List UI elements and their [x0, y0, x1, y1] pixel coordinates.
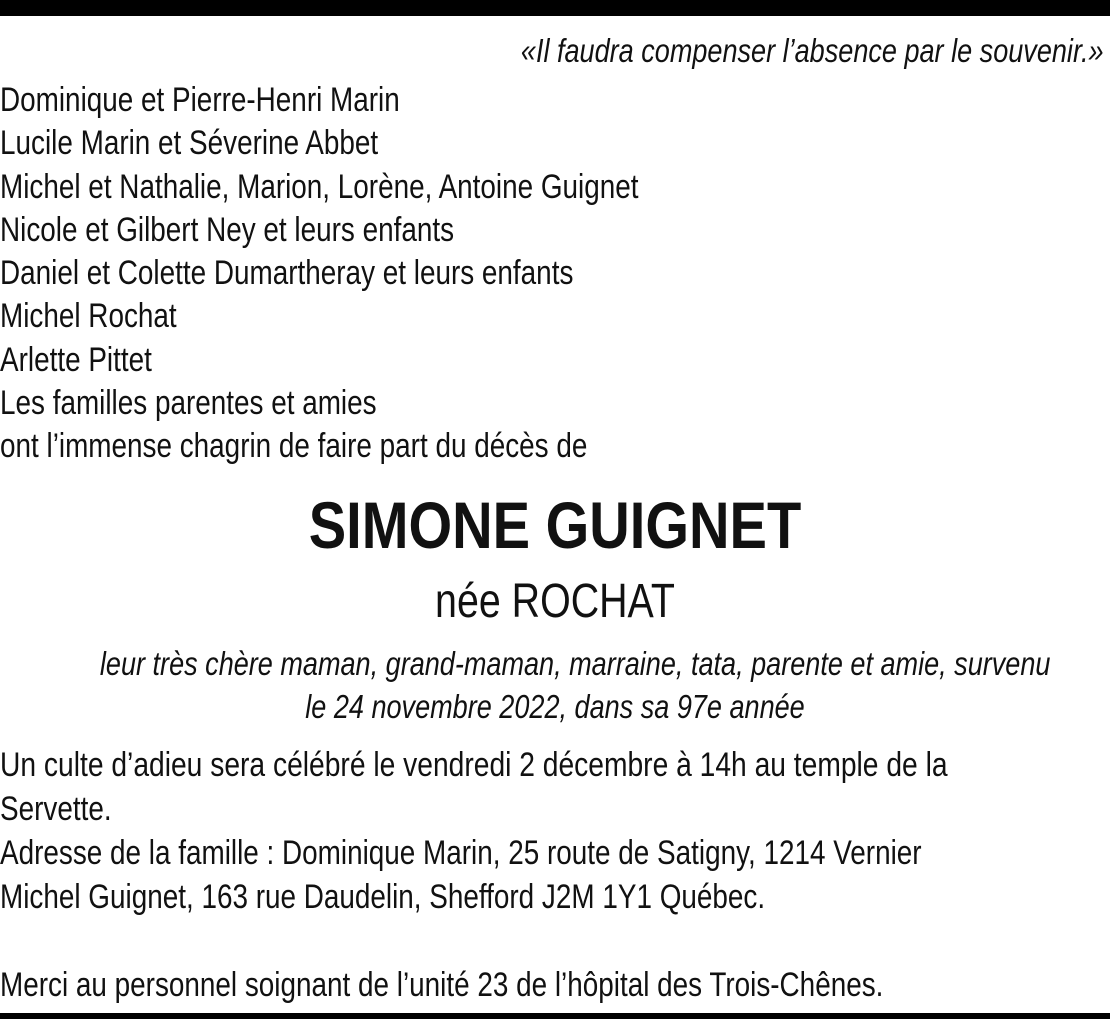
tribute-text	[0, 642, 1110, 728]
mourner-line: Michel et Nathalie, Marion, Lorène, Antoine Guignet	[0, 167, 639, 206]
family-address: Adresse de la famille : Dominique Marin, 25 route de Satigny, 1214 Vernier	[0, 834, 922, 872]
mourner-line: Lucile Marin et Séverine Abbet	[0, 124, 379, 163]
deceased-name: SIMONE GUIGNET	[308, 488, 802, 562]
blank-line	[0, 919, 1110, 963]
bottom-border-rule	[0, 1013, 1110, 1019]
tribute-line: le 24 novembre 2022, dans sa 97e année	[305, 688, 805, 725]
announcement-line: ont l’immense chagrin de faire part du décès de	[0, 427, 588, 466]
deceased-maiden-name: née ROCHAT	[435, 575, 675, 628]
mourner-line: Daniel et Colette Dumartheray et leurs enfants	[0, 254, 574, 293]
service-announcement: Un culte d’adieu sera célébré le vendredi 2 décembre à 14h au temple de la	[0, 746, 948, 784]
service-announcement-continued: Servette.	[0, 790, 112, 828]
mourner-line: Nicole et Gilbert Ney et leurs enfants	[0, 210, 455, 249]
tribute-line: leur très chère maman, grand-maman, marraine, tata, parente et amie, survenu	[99, 645, 1051, 682]
service-details	[0, 743, 1110, 1007]
mourner-line: Dominique et Pierre-Henri Marin	[0, 81, 400, 119]
thanks-note: Merci au personnel soignant de l’unité 23 de l’hôpital des Trois-Chênes.	[0, 966, 884, 1004]
mourner-line: Michel Rochat	[0, 297, 177, 336]
mourner-line: Arlette Pittet	[0, 340, 152, 379]
top-border-rule	[0, 0, 1110, 16]
epigraph-quote: «Il faudra compenser l’absence par le souvenir.»	[521, 32, 1104, 69]
mourners-list	[0, 79, 1110, 469]
mourner-line: Les familles parentes et amies	[0, 384, 377, 423]
family-address-continued: Michel Guignet, 163 rue Daudelin, Shefford J2M 1Y1 Québec.	[0, 878, 766, 916]
